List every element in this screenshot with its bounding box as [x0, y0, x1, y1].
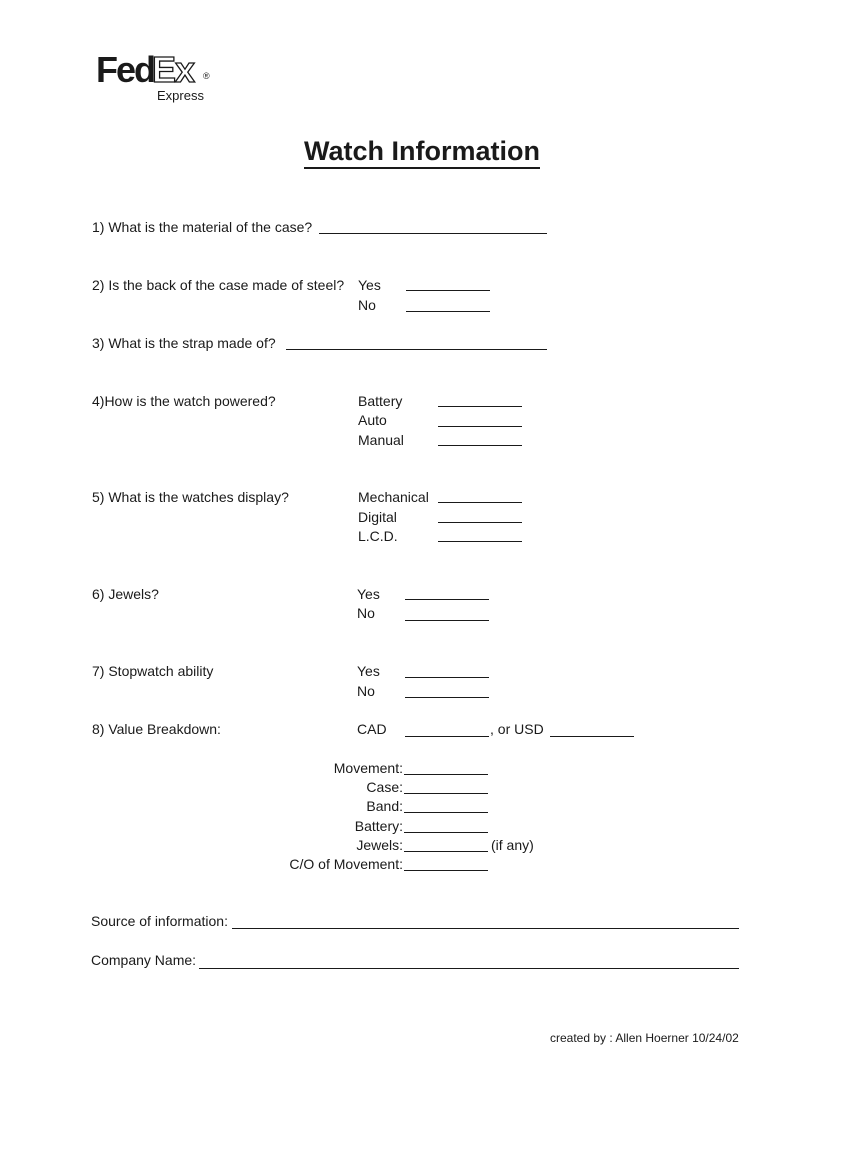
q4-manual-line[interactable] — [438, 445, 522, 446]
q7-question: 7) Stopwatch ability — [92, 663, 214, 679]
q8-item-movement: Movement: — [333, 760, 403, 776]
q7-yes-line[interactable] — [405, 677, 489, 678]
q4-option-manual: Manual — [358, 432, 404, 448]
q8-item-band: Band: — [366, 798, 403, 814]
company-line[interactable] — [199, 968, 739, 969]
company-label: Company Name: — [91, 952, 197, 968]
q8-question: 8) Value Breakdown: — [92, 721, 221, 737]
page-title-text: Watch Information — [304, 136, 540, 169]
source-label: Source of information: — [91, 913, 228, 929]
q8-item-jewels: Jewels: — [356, 837, 403, 853]
logo-registered-mark: ® — [203, 71, 210, 81]
q7-no-line[interactable] — [405, 697, 489, 698]
q2-question: 2) Is the back of the case made of steel? — [92, 277, 345, 293]
q8-co-movement-line[interactable] — [404, 870, 488, 871]
q6-question: 6) Jewels? — [92, 586, 159, 602]
q2-option-yes: Yes — [358, 277, 381, 293]
q8-jewels-line[interactable] — [404, 851, 488, 852]
logo-fed-text: Fed — [96, 49, 155, 90]
q3-question: 3) What is the strap made of? — [92, 335, 276, 351]
q5-question: 5) What is the watches display? — [92, 489, 289, 505]
q5-mechanical-line[interactable] — [438, 502, 522, 503]
q4-option-auto: Auto — [358, 412, 387, 428]
q7-option-yes: Yes — [357, 663, 380, 679]
source-line[interactable] — [232, 928, 739, 929]
q8-usd-line[interactable] — [550, 736, 634, 737]
q6-yes-line[interactable] — [405, 599, 489, 600]
q6-no-line[interactable] — [405, 620, 489, 621]
q8-band-line[interactable] — [404, 812, 488, 813]
q1-question: 1) What is the material of the case? — [92, 219, 313, 235]
footer-credit: created by : Allen Hoerner 10/24/02 — [550, 1031, 739, 1045]
q1-answer-line[interactable] — [319, 233, 547, 234]
q5-lcd-line[interactable] — [438, 541, 522, 542]
q8-item-battery: Battery: — [354, 818, 403, 834]
q5-option-digital: Digital — [358, 509, 397, 525]
q3-answer-line[interactable] — [286, 349, 547, 350]
q4-battery-line[interactable] — [438, 406, 522, 407]
q8-currency-cad: CAD — [357, 721, 387, 737]
q2-no-line[interactable] — [406, 311, 490, 312]
q4-auto-line[interactable] — [438, 426, 522, 427]
q8-battery-line[interactable] — [404, 832, 488, 833]
q8-case-line[interactable] — [404, 793, 488, 794]
q5-option-lcd: L.C.D. — [358, 528, 398, 544]
q4-option-battery: Battery — [358, 393, 403, 409]
q8-cad-line[interactable] — [405, 736, 489, 737]
logo-ex-text: Ex — [152, 49, 195, 90]
q6-option-no: No — [357, 605, 375, 621]
page-title — [0, 134, 844, 168]
q2-option-no: No — [358, 297, 376, 313]
q6-option-yes: Yes — [357, 586, 380, 602]
q5-option-mechanical: Mechanical — [358, 489, 429, 505]
q4-question: 4)How is the watch powered? — [92, 393, 276, 409]
q8-item-case: Case: — [366, 779, 403, 795]
q8-jewels-note: (if any) — [491, 837, 534, 853]
q2-yes-line[interactable] — [406, 290, 490, 291]
q8-item-co-movement: C/O of Movement: — [289, 856, 403, 872]
logo-express-text: Express — [157, 88, 204, 103]
q5-digital-line[interactable] — [438, 522, 522, 523]
q7-option-no: No — [357, 683, 375, 699]
q8-currency-usd: , or USD — [490, 721, 544, 737]
q8-movement-line[interactable] — [404, 774, 488, 775]
